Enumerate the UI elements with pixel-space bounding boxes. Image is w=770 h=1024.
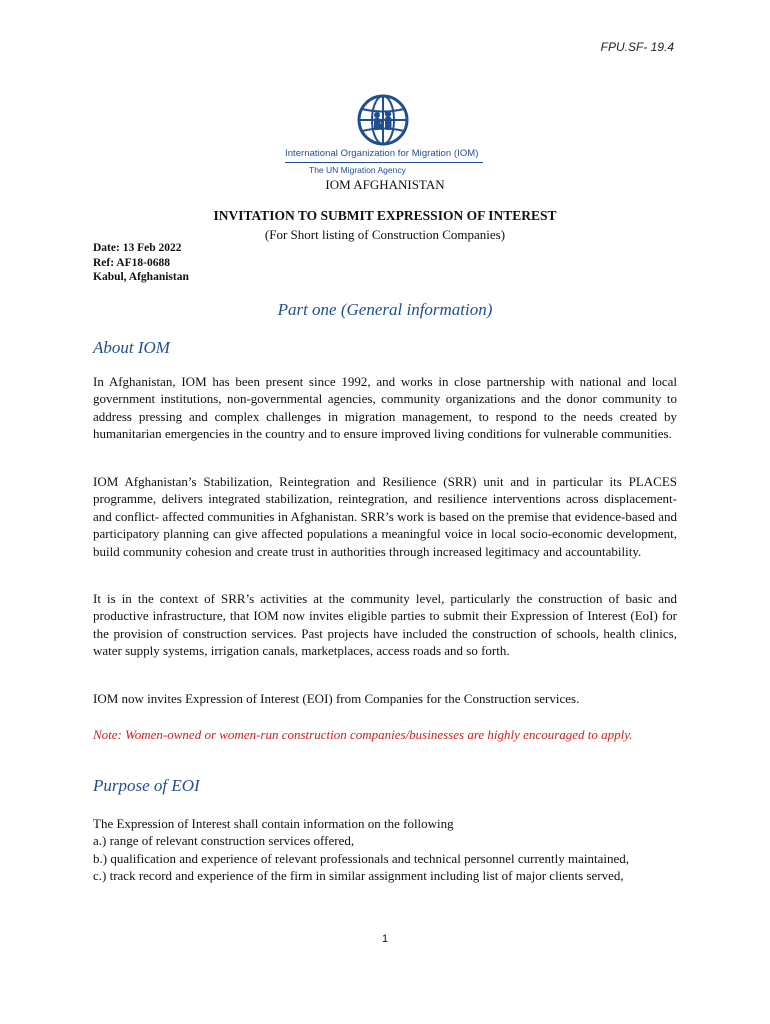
iom-globe-emblem	[281, 94, 491, 148]
document-meta	[93, 241, 189, 285]
about-paragraph-1: In Afghanistan, IOM has been present since 1992, and works in close partnership with national and local government institutions, non-governmental agencies, community organizations and the donor community to address pressing and complex challenges in migration management, to respond to the needs created by humanitarian emergencies in the country and to ensure improved living conditions for vulnerable communities.	[93, 374, 677, 442]
meta-place: Kabul, Afghanistan	[93, 271, 189, 283]
about-paragraph-3: It is in the context of SRR’s activities at the community level, particularly the construction of basic and productive infrastructure, that IOM now invites eligible parties to submit their Expression of Interest (EoI) for the provision of construction services. Past projects have included the construction of schools, health clinics, water supply systems, irrigation canals, marketplaces, access roads and so forth.	[93, 591, 677, 659]
document-title: INVITATION TO SUBMIT EXPRESSION OF INTEREST	[213, 208, 557, 223]
about-paragraph-4: IOM now invites Expression of Interest (EOI) from Companies for the Construction services.	[93, 691, 580, 706]
page-number: 1	[381, 933, 389, 945]
logo-tagline: The UN Migration Agency	[309, 165, 406, 175]
meta-ref: Ref: AF18-0688	[93, 256, 170, 269]
list-item: a.) range of relevant construction services offered,	[93, 833, 355, 849]
logo-divider	[285, 162, 483, 163]
office-name: IOM AFGHANISTAN	[325, 177, 445, 192]
meta-date: Date: 13 Feb 2022	[93, 242, 182, 254]
about-heading: About IOM	[93, 338, 170, 357]
purpose-heading: Purpose of EOI	[93, 776, 200, 795]
form-code: FPU.SF- 19.4	[600, 40, 674, 54]
note-paragraph: Note: Women-owned or women-run construction companies/businesses are highly encouraged to apply.	[93, 727, 633, 742]
purpose-intro: The Expression of Interest shall contain information on the following	[93, 816, 454, 831]
purpose-list	[93, 815, 677, 885]
document-subtitle: (For Short listing of Construction Companies)	[264, 227, 506, 242]
about-paragraph-2: IOM Afghanistan’s Stabilization, Reintegration and Resilience (SRR) unit and in particular its PLACES programme, delivers integrated stabilization, reintegration, and resilience interventions across displacement- and conflict- affected communities in Afghanistan. SRR’s work is based on the premise that evidence-based and participatory planning can give affected populations a meaningful voice in local socio-economic development, build community cohesion and create trust in authorities through increased legitimacy and accountability.	[93, 474, 677, 559]
list-item: b.) qualification and experience of relevant professionals and technical personnel currently maintained,	[93, 850, 630, 866]
list-item: c.) track record and experience of the firm in similar assignment including list of major clients served,	[93, 868, 624, 884]
logo-org-name: International Organization for Migration (IOM)	[285, 148, 479, 159]
iom-logo	[281, 94, 491, 180]
part-heading: Part one (General information)	[277, 300, 493, 319]
